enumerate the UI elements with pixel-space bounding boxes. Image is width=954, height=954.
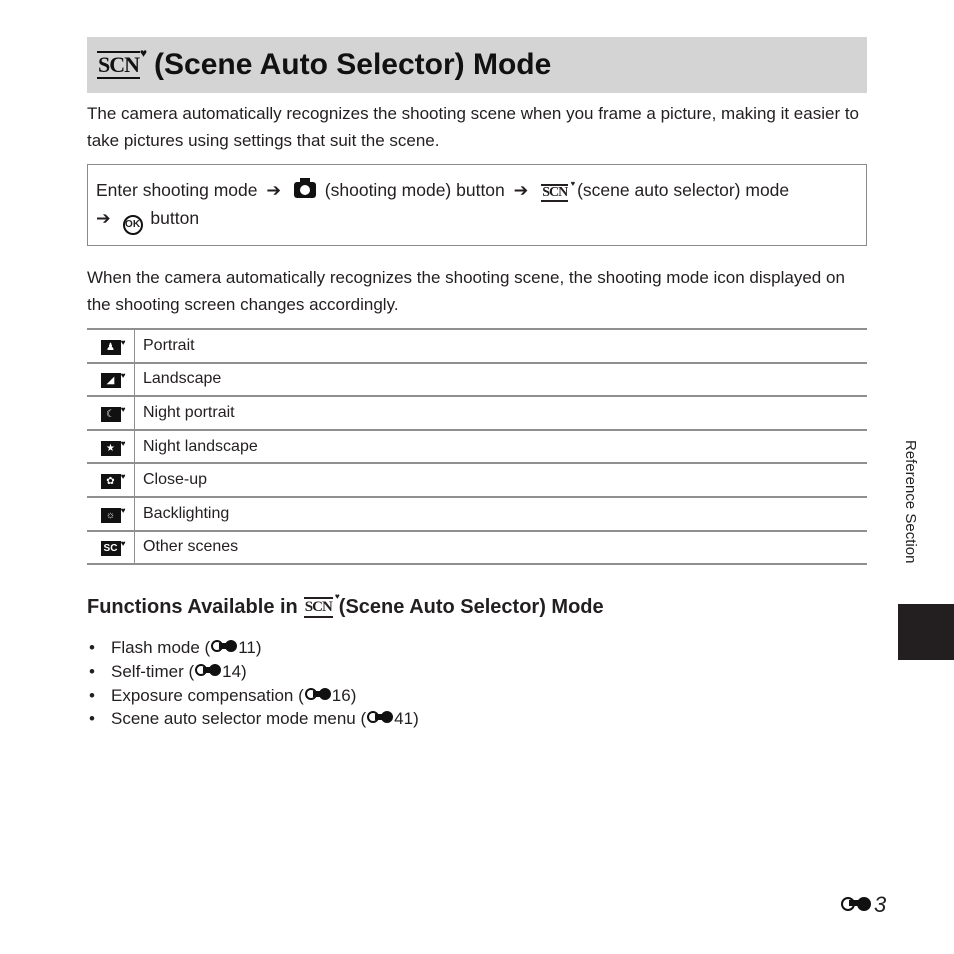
description-paragraph: When the camera automatically recognizes the shooting scene, the shooting mode icon displayed on the shooting screen changes accordingly. [87,268,845,314]
section-side-label: Reference Section [902,440,919,564]
page-number [840,892,886,918]
ok-button-icon: OK [123,215,143,235]
title-bar [87,37,867,93]
reference-link[interactable]: 16 [331,685,351,705]
arrow-right-icon: ➔ [513,180,529,200]
table-row [87,497,867,531]
scene-mode-table [87,328,867,565]
table-row [87,463,867,497]
reference-link[interactable]: 41 [394,709,414,729]
mode-label: Landscape [135,363,868,397]
table-row [87,363,867,397]
procedure-step-4: button [150,208,200,228]
reference-section-icon [841,897,871,913]
scene-auto-selector-icon: SCN ♥ [542,179,575,200]
arrow-right-icon: ➔ [266,180,282,200]
mode-label: Backlighting [135,497,868,531]
landscape-icon: ◢ ♥ [101,373,121,388]
night-landscape-icon: ★ ♥ [101,441,121,456]
scene-auto-selector-icon: SCN ♥ [98,46,147,77]
reference-link[interactable]: 11 [238,638,256,657]
mode-label: Close-up [135,463,868,497]
section-heading-suffix: (Scene Auto Selector) Mode [338,596,604,618]
reference-section-icon [211,640,237,654]
night-portrait-icon: ☾ ♥ [101,407,121,422]
procedure-step-3: (scene auto selector) mode [577,180,790,200]
table-row [87,396,867,430]
list-item: • Scene auto selector mode menu ( 41) [87,707,419,731]
mode-label: Portrait [135,329,868,363]
section-heading [87,592,604,619]
arrow-right-icon: ➔ [96,208,111,228]
procedure-step-2: (shooting mode) button [324,180,505,200]
backlighting-icon: ☼ ♥ [101,508,121,523]
list-item: • Self-timer ( 14) [87,660,419,684]
intro-paragraph: The camera automatically recognizes the shooting scene when you frame a picture, making it easier to take pictures using settings that suit the scene. [87,104,860,150]
other-scenes-icon: SC ♥ [101,541,121,556]
table-row [87,329,867,363]
page-title-text: (Scene Auto Selector) Mode [154,48,552,81]
section-heading-prefix: Functions Available in [87,596,298,618]
portrait-icon: ♟ ♥ [101,340,121,355]
list-item: • Flash mode ( 11) [87,636,419,660]
table-row [87,430,867,464]
functions-list [87,636,419,731]
reference-link[interactable]: 14 [222,661,242,681]
mode-label: Night landscape [135,430,868,464]
camera-icon [294,182,316,198]
mode-label: Other scenes [135,531,868,565]
procedure-box [87,164,867,246]
reference-section-icon [367,711,393,725]
procedure-step-1: Enter shooting mode [96,180,258,200]
table-row [87,531,867,565]
section-tab-marker [898,604,954,660]
page-number-value: 3 [874,892,887,917]
list-item: • Exposure compensation ( 16) [87,684,419,708]
reference-section-icon [195,664,221,678]
mode-label: Night portrait [135,396,868,430]
page-title [97,48,551,82]
scene-auto-selector-icon: SCN ♥ [304,597,333,618]
reference-section-icon [305,688,331,702]
close-up-icon: ✿ ♥ [101,474,121,489]
